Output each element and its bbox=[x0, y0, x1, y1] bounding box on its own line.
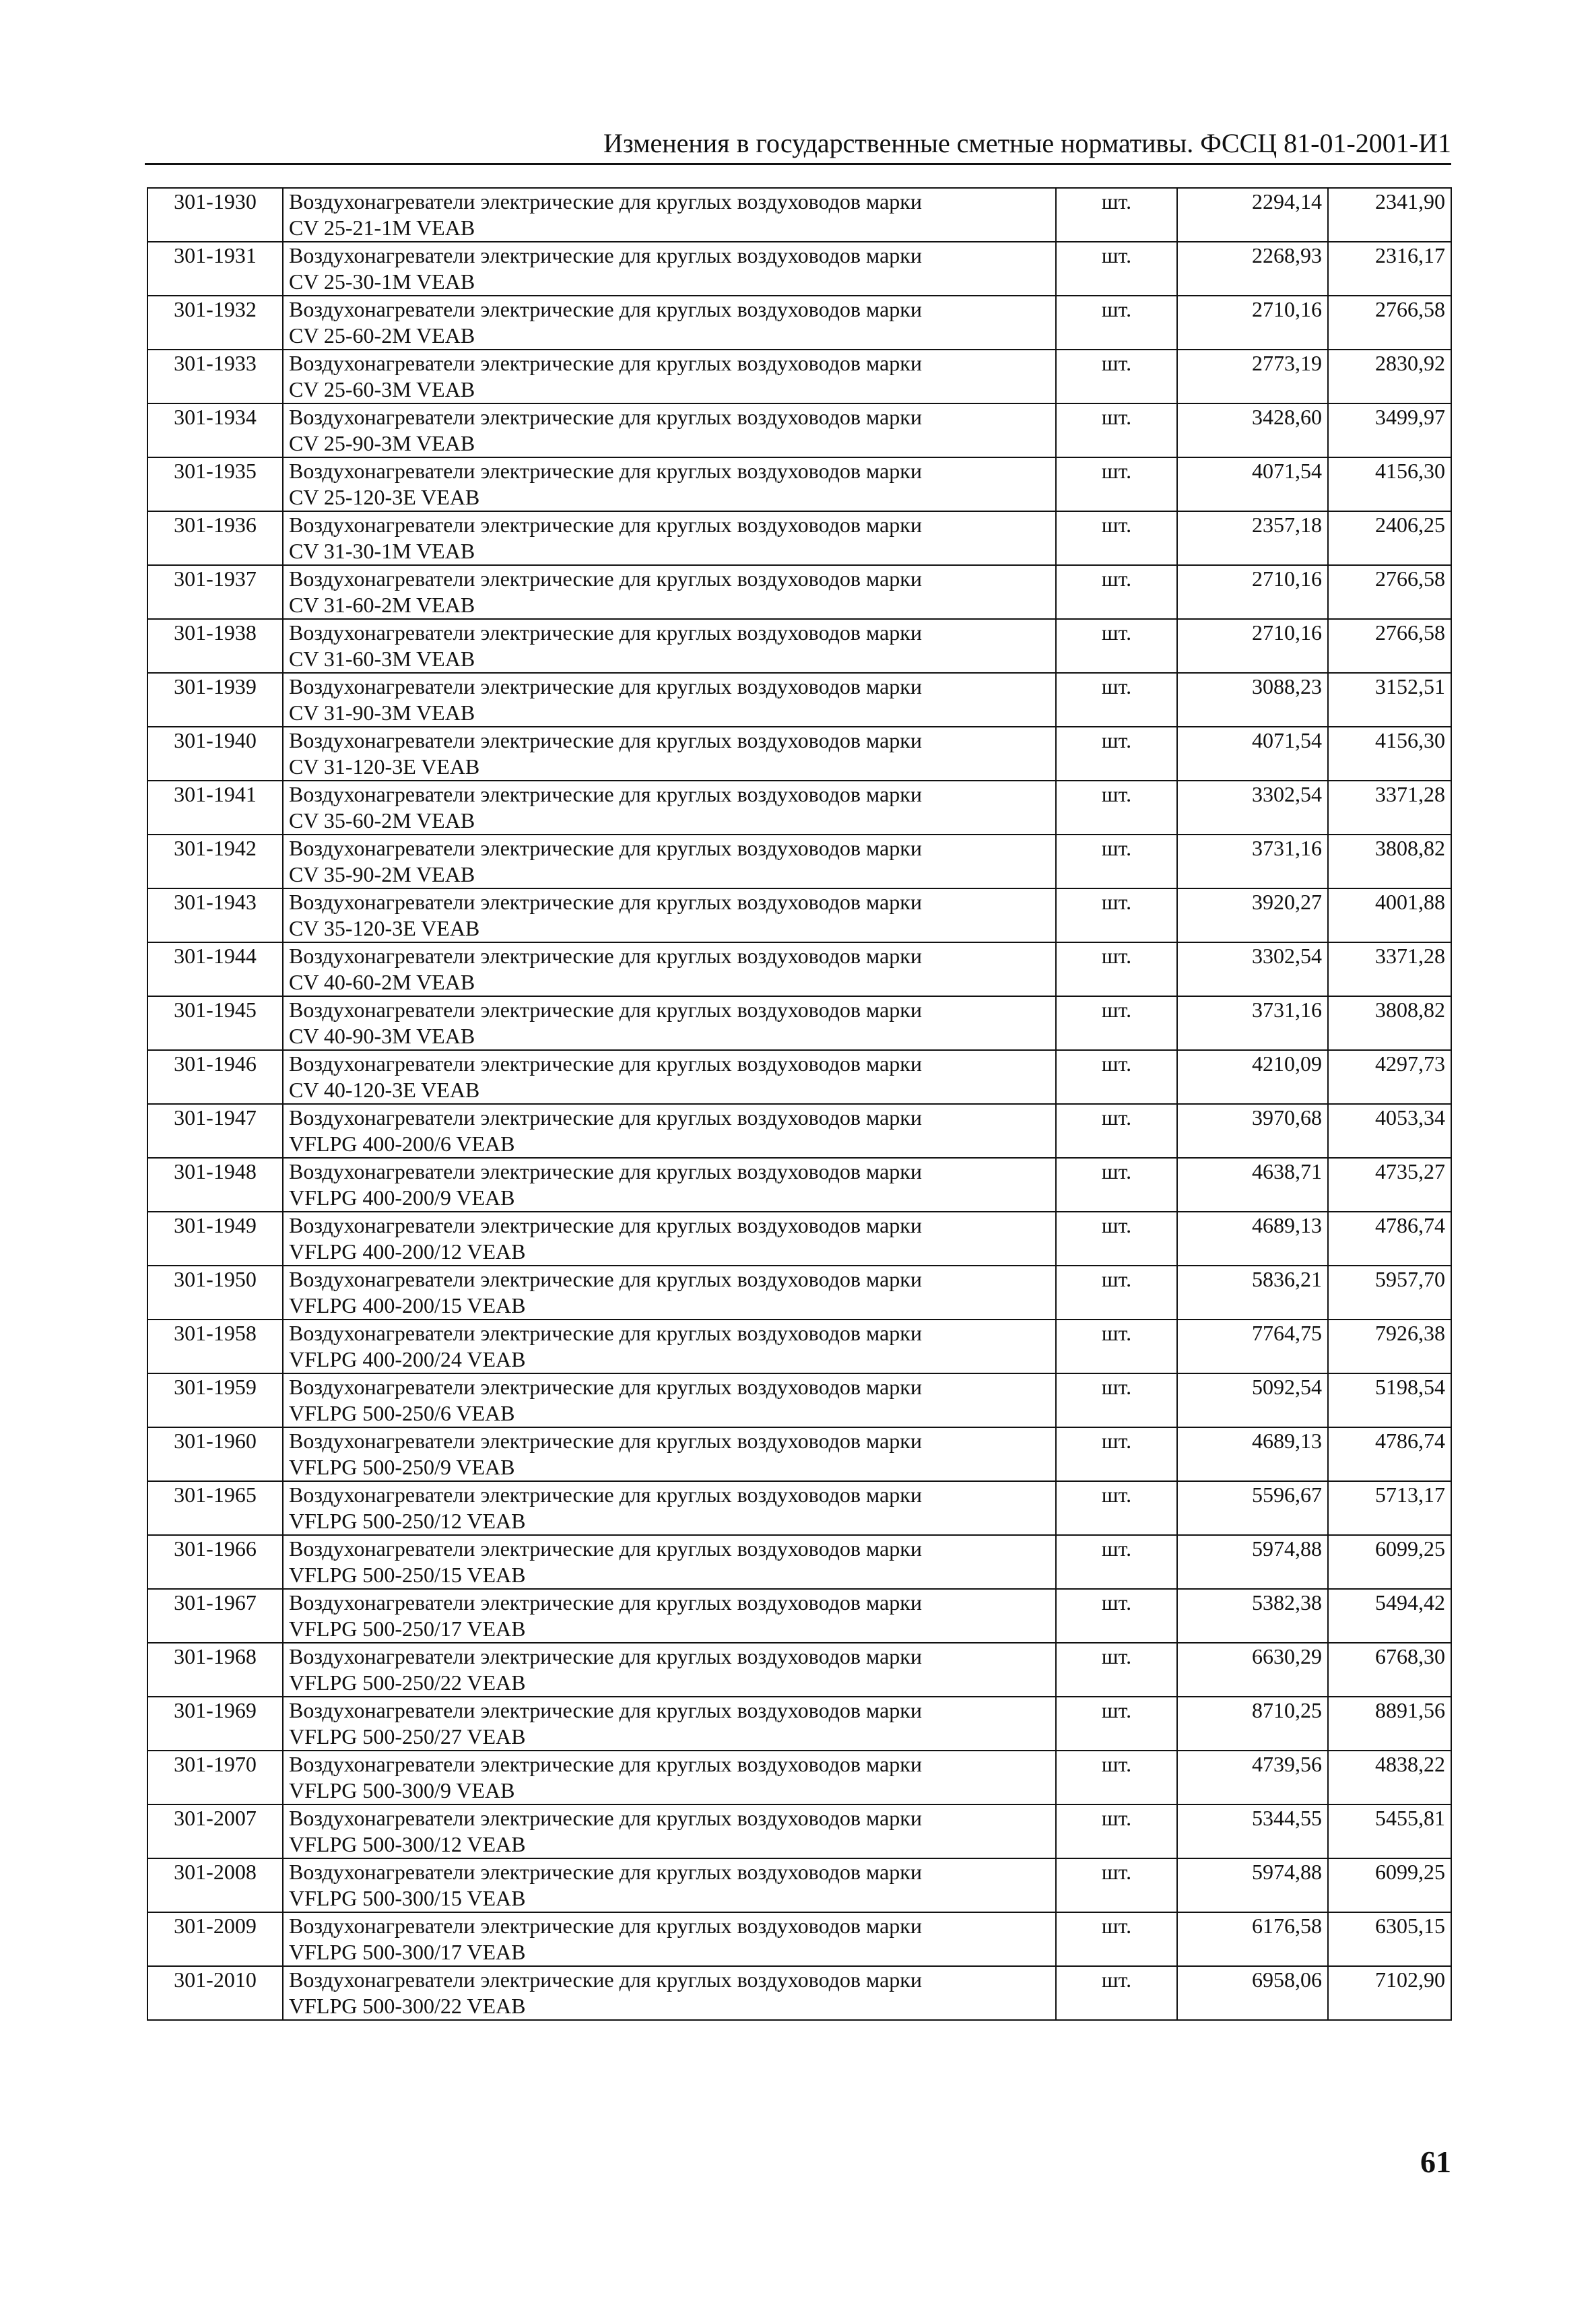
price-current-cell: 4735,27 bbox=[1328, 1158, 1451, 1212]
document-title: Изменения в государственные сметные нормативы. ФССЦ 81-01-2001-И1 bbox=[603, 128, 1451, 158]
item-model: VFLPG 400-200/24 VEAB bbox=[289, 1347, 526, 1371]
unit-cell: шт. bbox=[1056, 619, 1177, 673]
price-current-cell: 4053,34 bbox=[1328, 1104, 1451, 1158]
item-code-cell: 301-1967 bbox=[147, 1589, 283, 1643]
item-name-line1: Воздухонагреватели электрические для круглых воздуховодов марки bbox=[289, 1806, 922, 1830]
item-code-cell: 301-1945 bbox=[147, 996, 283, 1050]
item-name-cell bbox=[283, 1373, 1056, 1427]
unit-cell: шт. bbox=[1056, 403, 1177, 457]
item-name-line1: Воздухонагреватели электрические для круглых воздуховодов марки bbox=[289, 189, 922, 214]
price-table-body bbox=[147, 188, 1451, 2020]
item-name-line1: Воздухонагреватели электрические для круглых воздуховодов марки bbox=[289, 297, 922, 321]
price-current-cell: 2766,58 bbox=[1328, 565, 1451, 619]
price-current-cell: 6305,15 bbox=[1328, 1912, 1451, 1966]
price-cell: 5382,38 bbox=[1177, 1589, 1328, 1643]
price-cell: 5344,55 bbox=[1177, 1804, 1328, 1858]
price-cell: 4210,09 bbox=[1177, 1050, 1328, 1104]
unit-cell: шт. bbox=[1056, 1643, 1177, 1697]
item-name-line1: Воздухонагреватели электрические для круглых воздуховодов марки bbox=[289, 998, 922, 1022]
table-row bbox=[147, 1858, 1451, 1912]
item-name-cell bbox=[283, 1966, 1056, 2020]
item-code-cell: 301-1960 bbox=[147, 1427, 283, 1481]
item-name-line1: Воздухонагреватели электрические для круглых воздуховодов марки bbox=[289, 1429, 922, 1453]
table-row bbox=[147, 835, 1451, 888]
table-row bbox=[147, 1158, 1451, 1212]
price-current-cell: 3499,97 bbox=[1328, 403, 1451, 457]
item-name-cell bbox=[283, 1320, 1056, 1373]
unit-cell: шт. bbox=[1056, 1966, 1177, 2020]
item-model: VFLPG 500-300/15 VEAB bbox=[289, 1886, 526, 1910]
item-code-cell: 301-1950 bbox=[147, 1266, 283, 1320]
item-code-cell: 301-2008 bbox=[147, 1858, 283, 1912]
price-cell: 4739,56 bbox=[1177, 1751, 1328, 1804]
item-name-cell bbox=[283, 1050, 1056, 1104]
unit-cell: шт. bbox=[1056, 1427, 1177, 1481]
price-current-cell: 3371,28 bbox=[1328, 942, 1451, 996]
item-name-line1: Воздухонагреватели электрические для круглых воздуховодов марки bbox=[289, 836, 922, 860]
table-row bbox=[147, 242, 1451, 296]
unit-cell: шт. bbox=[1056, 1050, 1177, 1104]
unit-cell: шт. bbox=[1056, 565, 1177, 619]
table-row bbox=[147, 1751, 1451, 1804]
item-name-cell bbox=[283, 457, 1056, 511]
item-model: VFLPG 500-250/6 VEAB bbox=[289, 1401, 515, 1425]
table-row bbox=[147, 1589, 1451, 1643]
unit-cell: шт. bbox=[1056, 781, 1177, 835]
item-model: VFLPG 400-200/15 VEAB bbox=[289, 1293, 526, 1317]
price-current-cell: 3808,82 bbox=[1328, 996, 1451, 1050]
unit-cell: шт. bbox=[1056, 1212, 1177, 1266]
item-code-cell: 301-1970 bbox=[147, 1751, 283, 1804]
item-name-line1: Воздухонагреватели электрические для круглых воздуховодов марки bbox=[289, 620, 922, 645]
item-code-cell: 301-1949 bbox=[147, 1212, 283, 1266]
price-cell: 2357,18 bbox=[1177, 511, 1328, 565]
price-current-cell: 6768,30 bbox=[1328, 1643, 1451, 1697]
item-model: VFLPG 500-250/9 VEAB bbox=[289, 1455, 515, 1479]
item-code-cell: 301-1968 bbox=[147, 1643, 283, 1697]
table-row bbox=[147, 403, 1451, 457]
item-model: CV 40-90-3M VEAB bbox=[289, 1024, 475, 1048]
item-name-line1: Воздухонагреватели электрические для круглых воздуховодов марки bbox=[289, 728, 922, 752]
item-model: VFLPG 500-250/27 VEAB bbox=[289, 1724, 526, 1749]
item-model: VFLPG 500-250/17 VEAB bbox=[289, 1617, 526, 1641]
unit-cell: шт. bbox=[1056, 1481, 1177, 1535]
price-current-cell: 4786,74 bbox=[1328, 1427, 1451, 1481]
item-name-cell bbox=[283, 188, 1056, 242]
item-name-cell bbox=[283, 996, 1056, 1050]
price-cell: 6630,29 bbox=[1177, 1643, 1328, 1697]
unit-cell: шт. bbox=[1056, 1804, 1177, 1858]
item-code-cell: 301-1931 bbox=[147, 242, 283, 296]
item-code-cell: 301-1932 bbox=[147, 296, 283, 350]
item-model: VFLPG 500-300/22 VEAB bbox=[289, 1994, 526, 2018]
price-cell: 3731,16 bbox=[1177, 835, 1328, 888]
item-model: VFLPG 500-300/9 VEAB bbox=[289, 1778, 515, 1802]
price-cell: 5092,54 bbox=[1177, 1373, 1328, 1427]
price-current-cell: 4156,30 bbox=[1328, 727, 1451, 781]
item-code-cell: 301-1939 bbox=[147, 673, 283, 727]
price-current-cell: 7926,38 bbox=[1328, 1320, 1451, 1373]
item-name-cell bbox=[283, 1104, 1056, 1158]
unit-cell: шт. bbox=[1056, 1589, 1177, 1643]
item-code-cell: 301-1936 bbox=[147, 511, 283, 565]
item-name-line1: Воздухонагреватели электрические для круглых воздуховодов марки bbox=[289, 782, 922, 806]
item-code-cell: 301-1930 bbox=[147, 188, 283, 242]
item-name-line1: Воздухонагреватели электрические для круглых воздуховодов марки bbox=[289, 1321, 922, 1345]
unit-cell: шт. bbox=[1056, 996, 1177, 1050]
table-row bbox=[147, 1427, 1451, 1481]
item-name-line1: Воздухонагреватели электрические для круглых воздуховодов марки bbox=[289, 243, 922, 267]
unit-cell: шт. bbox=[1056, 888, 1177, 942]
table-row bbox=[147, 888, 1451, 942]
item-model: CV 25-21-1M VEAB bbox=[289, 216, 475, 240]
table-row bbox=[147, 619, 1451, 673]
item-model: CV 40-60-2M VEAB bbox=[289, 970, 475, 994]
table-row bbox=[147, 565, 1451, 619]
price-cell: 2294,14 bbox=[1177, 188, 1328, 242]
table-row bbox=[147, 457, 1451, 511]
item-model: CV 25-60-2M VEAB bbox=[289, 323, 475, 348]
price-cell: 5974,88 bbox=[1177, 1535, 1328, 1589]
price-cell: 4071,54 bbox=[1177, 727, 1328, 781]
item-name-cell bbox=[283, 673, 1056, 727]
item-code-cell: 301-1940 bbox=[147, 727, 283, 781]
price-current-cell: 2766,58 bbox=[1328, 296, 1451, 350]
item-name-cell bbox=[283, 1804, 1056, 1858]
price-cell: 8710,25 bbox=[1177, 1697, 1328, 1751]
table-row bbox=[147, 942, 1451, 996]
price-cell: 3920,27 bbox=[1177, 888, 1328, 942]
item-code-cell: 301-1933 bbox=[147, 350, 283, 403]
item-code-cell: 301-1941 bbox=[147, 781, 283, 835]
unit-cell: шт. bbox=[1056, 188, 1177, 242]
item-name-cell bbox=[283, 619, 1056, 673]
item-name-cell bbox=[283, 1912, 1056, 1966]
item-code-cell: 301-1937 bbox=[147, 565, 283, 619]
table-row bbox=[147, 1212, 1451, 1266]
price-table bbox=[147, 187, 1452, 2021]
item-model: CV 25-30-1M VEAB bbox=[289, 269, 475, 294]
item-name-cell bbox=[283, 403, 1056, 457]
price-cell: 2710,16 bbox=[1177, 619, 1328, 673]
item-name-cell bbox=[283, 1158, 1056, 1212]
price-cell: 4689,13 bbox=[1177, 1212, 1328, 1266]
item-name-line1: Воздухонагреватели электрические для круглых воздуховодов марки bbox=[289, 1213, 922, 1237]
item-name-line1: Воздухонагреватели электрические для круглых воздуховодов марки bbox=[289, 1051, 922, 1076]
unit-cell: шт. bbox=[1056, 1912, 1177, 1966]
price-cell: 7764,75 bbox=[1177, 1320, 1328, 1373]
price-cell: 3428,60 bbox=[1177, 403, 1328, 457]
item-model: CV 40-120-3E VEAB bbox=[289, 1078, 480, 1102]
price-current-cell: 4156,30 bbox=[1328, 457, 1451, 511]
item-code-cell: 301-1969 bbox=[147, 1697, 283, 1751]
item-model: CV 35-120-3E VEAB bbox=[289, 916, 480, 940]
item-model: CV 31-60-2M VEAB bbox=[289, 593, 475, 617]
item-name-cell bbox=[283, 942, 1056, 996]
item-model: VFLPG 400-200/12 VEAB bbox=[289, 1239, 526, 1264]
item-code-cell: 301-2007 bbox=[147, 1804, 283, 1858]
table-row bbox=[147, 1481, 1451, 1535]
price-current-cell: 4297,73 bbox=[1328, 1050, 1451, 1104]
price-current-cell: 3808,82 bbox=[1328, 835, 1451, 888]
item-model: CV 25-120-3E VEAB bbox=[289, 485, 480, 509]
item-code-cell: 301-2009 bbox=[147, 1912, 283, 1966]
item-name-line1: Воздухонагреватели электрические для круглых воздуховодов марки bbox=[289, 1644, 922, 1668]
price-cell: 3731,16 bbox=[1177, 996, 1328, 1050]
price-current-cell: 7102,90 bbox=[1328, 1966, 1451, 2020]
page-number: 61 bbox=[1420, 2145, 1451, 2179]
unit-cell: шт. bbox=[1056, 1373, 1177, 1427]
price-cell: 3970,68 bbox=[1177, 1104, 1328, 1158]
price-cell: 3302,54 bbox=[1177, 942, 1328, 996]
table-row bbox=[147, 1104, 1451, 1158]
price-current-cell: 5713,17 bbox=[1328, 1481, 1451, 1535]
price-current-cell: 5455,81 bbox=[1328, 1804, 1451, 1858]
table-row bbox=[147, 1050, 1451, 1104]
table-row bbox=[147, 781, 1451, 835]
item-code-cell: 301-1948 bbox=[147, 1158, 283, 1212]
item-model: CV 31-60-3M VEAB bbox=[289, 647, 475, 671]
unit-cell: шт. bbox=[1056, 835, 1177, 888]
item-name-cell bbox=[283, 835, 1056, 888]
price-cell: 4071,54 bbox=[1177, 457, 1328, 511]
item-name-line1: Воздухонагреватели электрические для круглых воздуховодов марки bbox=[289, 1105, 922, 1130]
item-code-cell: 301-1935 bbox=[147, 457, 283, 511]
item-name-cell bbox=[283, 1427, 1056, 1481]
item-model: CV 25-60-3M VEAB bbox=[289, 377, 475, 401]
item-model: VFLPG 500-300/12 VEAB bbox=[289, 1832, 526, 1856]
item-name-cell bbox=[283, 1858, 1056, 1912]
item-name-cell bbox=[283, 511, 1056, 565]
item-code-cell: 301-2010 bbox=[147, 1966, 283, 2020]
price-cell: 2773,19 bbox=[1177, 350, 1328, 403]
unit-cell: шт. bbox=[1056, 242, 1177, 296]
price-current-cell: 2316,17 bbox=[1328, 242, 1451, 296]
item-name-line1: Воздухонагреватели электрические для круглых воздуховодов марки bbox=[289, 1483, 922, 1507]
unit-cell: шт. bbox=[1056, 296, 1177, 350]
price-cell: 3302,54 bbox=[1177, 781, 1328, 835]
price-current-cell: 5198,54 bbox=[1328, 1373, 1451, 1427]
table-row bbox=[147, 727, 1451, 781]
item-name-line1: Воздухонагреватели электрические для круглых воздуховодов марки bbox=[289, 405, 922, 429]
page-header bbox=[145, 128, 1451, 165]
table-row bbox=[147, 1643, 1451, 1697]
table-row bbox=[147, 1320, 1451, 1373]
item-code-cell: 301-1959 bbox=[147, 1373, 283, 1427]
unit-cell: шт. bbox=[1056, 1535, 1177, 1589]
price-current-cell: 8891,56 bbox=[1328, 1697, 1451, 1751]
item-name-line1: Воздухонагреватели электрические для круглых воздуховодов марки bbox=[289, 1967, 922, 1992]
price-cell: 5974,88 bbox=[1177, 1858, 1328, 1912]
item-code-cell: 301-1958 bbox=[147, 1320, 283, 1373]
item-name-line1: Воздухонагреватели электрические для круглых воздуховодов марки bbox=[289, 513, 922, 537]
unit-cell: шт. bbox=[1056, 511, 1177, 565]
item-code-cell: 301-1946 bbox=[147, 1050, 283, 1104]
price-cell: 5836,21 bbox=[1177, 1266, 1328, 1320]
price-current-cell: 4786,74 bbox=[1328, 1212, 1451, 1266]
table-row bbox=[147, 1697, 1451, 1751]
item-name-cell bbox=[283, 888, 1056, 942]
price-current-cell: 4001,88 bbox=[1328, 888, 1451, 942]
item-name-cell bbox=[283, 1589, 1056, 1643]
table-row bbox=[147, 1804, 1451, 1858]
item-name-line1: Воздухонагреватели электрические для круглых воздуховодов марки bbox=[289, 1375, 922, 1399]
price-cell: 2710,16 bbox=[1177, 565, 1328, 619]
item-name-line1: Воздухонагреватели электрические для круглых воздуховодов марки bbox=[289, 944, 922, 968]
item-name-cell bbox=[283, 727, 1056, 781]
table-row bbox=[147, 996, 1451, 1050]
price-current-cell: 6099,25 bbox=[1328, 1535, 1451, 1589]
item-model: CV 35-60-2M VEAB bbox=[289, 808, 475, 833]
item-name-line1: Воздухонагреватели электрические для круглых воздуховодов марки bbox=[289, 890, 922, 914]
item-name-line1: Воздухонагреватели электрические для круглых воздуховодов марки bbox=[289, 351, 922, 375]
table-row bbox=[147, 188, 1451, 242]
unit-cell: шт. bbox=[1056, 942, 1177, 996]
item-name-line1: Воздухонагреватели электрические для круглых воздуховодов марки bbox=[289, 1860, 922, 1884]
table-row bbox=[147, 511, 1451, 565]
item-name-cell bbox=[283, 350, 1056, 403]
item-code-cell: 301-1943 bbox=[147, 888, 283, 942]
item-name-line1: Воздухонагреватели электрические для круглых воздуховодов марки bbox=[289, 566, 922, 591]
table-row bbox=[147, 296, 1451, 350]
unit-cell: шт. bbox=[1056, 350, 1177, 403]
item-code-cell: 301-1934 bbox=[147, 403, 283, 457]
item-model: VFLPG 500-250/22 VEAB bbox=[289, 1670, 526, 1695]
unit-cell: шт. bbox=[1056, 1697, 1177, 1751]
price-cell: 6958,06 bbox=[1177, 1966, 1328, 2020]
item-model: CV 35-90-2M VEAB bbox=[289, 862, 475, 886]
item-name-cell bbox=[283, 1481, 1056, 1535]
item-model: VFLPG 400-200/6 VEAB bbox=[289, 1132, 515, 1156]
item-code-cell: 301-1966 bbox=[147, 1535, 283, 1589]
table-row bbox=[147, 350, 1451, 403]
unit-cell: шт. bbox=[1056, 1266, 1177, 1320]
item-model: VFLPG 500-250/12 VEAB bbox=[289, 1509, 526, 1533]
item-model: VFLPG 400-200/9 VEAB bbox=[289, 1185, 515, 1210]
unit-cell: шт. bbox=[1056, 1858, 1177, 1912]
table-row bbox=[147, 1912, 1451, 1966]
item-model: CV 25-90-3M VEAB bbox=[289, 431, 475, 455]
unit-cell: шт. bbox=[1056, 1320, 1177, 1373]
item-name-cell bbox=[283, 565, 1056, 619]
item-name-cell bbox=[283, 296, 1056, 350]
item-name-cell bbox=[283, 1266, 1056, 1320]
item-model: CV 31-90-3M VEAB bbox=[289, 701, 475, 725]
price-current-cell: 3152,51 bbox=[1328, 673, 1451, 727]
item-name-cell bbox=[283, 1535, 1056, 1589]
item-name-cell bbox=[283, 781, 1056, 835]
price-current-cell: 3371,28 bbox=[1328, 781, 1451, 835]
price-cell: 2268,93 bbox=[1177, 242, 1328, 296]
price-current-cell: 5957,70 bbox=[1328, 1266, 1451, 1320]
table-row bbox=[147, 1266, 1451, 1320]
item-name-cell bbox=[283, 1212, 1056, 1266]
price-cell: 6176,58 bbox=[1177, 1912, 1328, 1966]
item-name-line1: Воздухонагреватели электрические для круглых воздуховодов марки bbox=[289, 1267, 922, 1291]
price-cell: 2710,16 bbox=[1177, 296, 1328, 350]
unit-cell: шт. bbox=[1056, 457, 1177, 511]
price-current-cell: 5494,42 bbox=[1328, 1589, 1451, 1643]
item-model: VFLPG 500-250/15 VEAB bbox=[289, 1563, 526, 1587]
item-name-cell bbox=[283, 1751, 1056, 1804]
item-name-line1: Воздухонагреватели электрические для круглых воздуховодов марки bbox=[289, 459, 922, 483]
price-current-cell: 2766,58 bbox=[1328, 619, 1451, 673]
item-name-cell bbox=[283, 1697, 1056, 1751]
item-model: VFLPG 500-300/17 VEAB bbox=[289, 1940, 526, 1964]
price-cell: 5596,67 bbox=[1177, 1481, 1328, 1535]
item-model: CV 31-30-1M VEAB bbox=[289, 539, 475, 563]
price-current-cell: 2341,90 bbox=[1328, 188, 1451, 242]
item-name-line1: Воздухонагреватели электрические для круглых воздуховодов марки bbox=[289, 1914, 922, 1938]
table-row bbox=[147, 1966, 1451, 2020]
item-code-cell: 301-1938 bbox=[147, 619, 283, 673]
item-code-cell: 301-1944 bbox=[147, 942, 283, 996]
item-name-line1: Воздухонагреватели электрические для круглых воздуховодов марки bbox=[289, 1159, 922, 1183]
item-name-cell bbox=[283, 1643, 1056, 1697]
item-name-line1: Воздухонагреватели электрические для круглых воздуховодов марки bbox=[289, 674, 922, 698]
price-cell: 4638,71 bbox=[1177, 1158, 1328, 1212]
item-name-line1: Воздухонагреватели электрические для круглых воздуховодов марки bbox=[289, 1590, 922, 1615]
unit-cell: шт. bbox=[1056, 1158, 1177, 1212]
unit-cell: шт. bbox=[1056, 1751, 1177, 1804]
price-current-cell: 4838,22 bbox=[1328, 1751, 1451, 1804]
item-name-line1: Воздухонагреватели электрические для круглых воздуховодов марки bbox=[289, 1752, 922, 1776]
unit-cell: шт. bbox=[1056, 727, 1177, 781]
table-row bbox=[147, 1373, 1451, 1427]
item-code-cell: 301-1942 bbox=[147, 835, 283, 888]
item-code-cell: 301-1965 bbox=[147, 1481, 283, 1535]
item-name-line1: Воздухонагреватели электрические для круглых воздуховодов марки bbox=[289, 1698, 922, 1722]
unit-cell: шт. bbox=[1056, 673, 1177, 727]
item-name-cell bbox=[283, 242, 1056, 296]
item-model: CV 31-120-3E VEAB bbox=[289, 754, 480, 779]
price-current-cell: 2830,92 bbox=[1328, 350, 1451, 403]
item-code-cell: 301-1947 bbox=[147, 1104, 283, 1158]
table-row bbox=[147, 673, 1451, 727]
price-cell: 3088,23 bbox=[1177, 673, 1328, 727]
price-current-cell: 6099,25 bbox=[1328, 1858, 1451, 1912]
table-row bbox=[147, 1535, 1451, 1589]
price-cell: 4689,13 bbox=[1177, 1427, 1328, 1481]
price-current-cell: 2406,25 bbox=[1328, 511, 1451, 565]
item-name-line1: Воздухонагреватели электрические для круглых воздуховодов марки bbox=[289, 1536, 922, 1561]
unit-cell: шт. bbox=[1056, 1104, 1177, 1158]
